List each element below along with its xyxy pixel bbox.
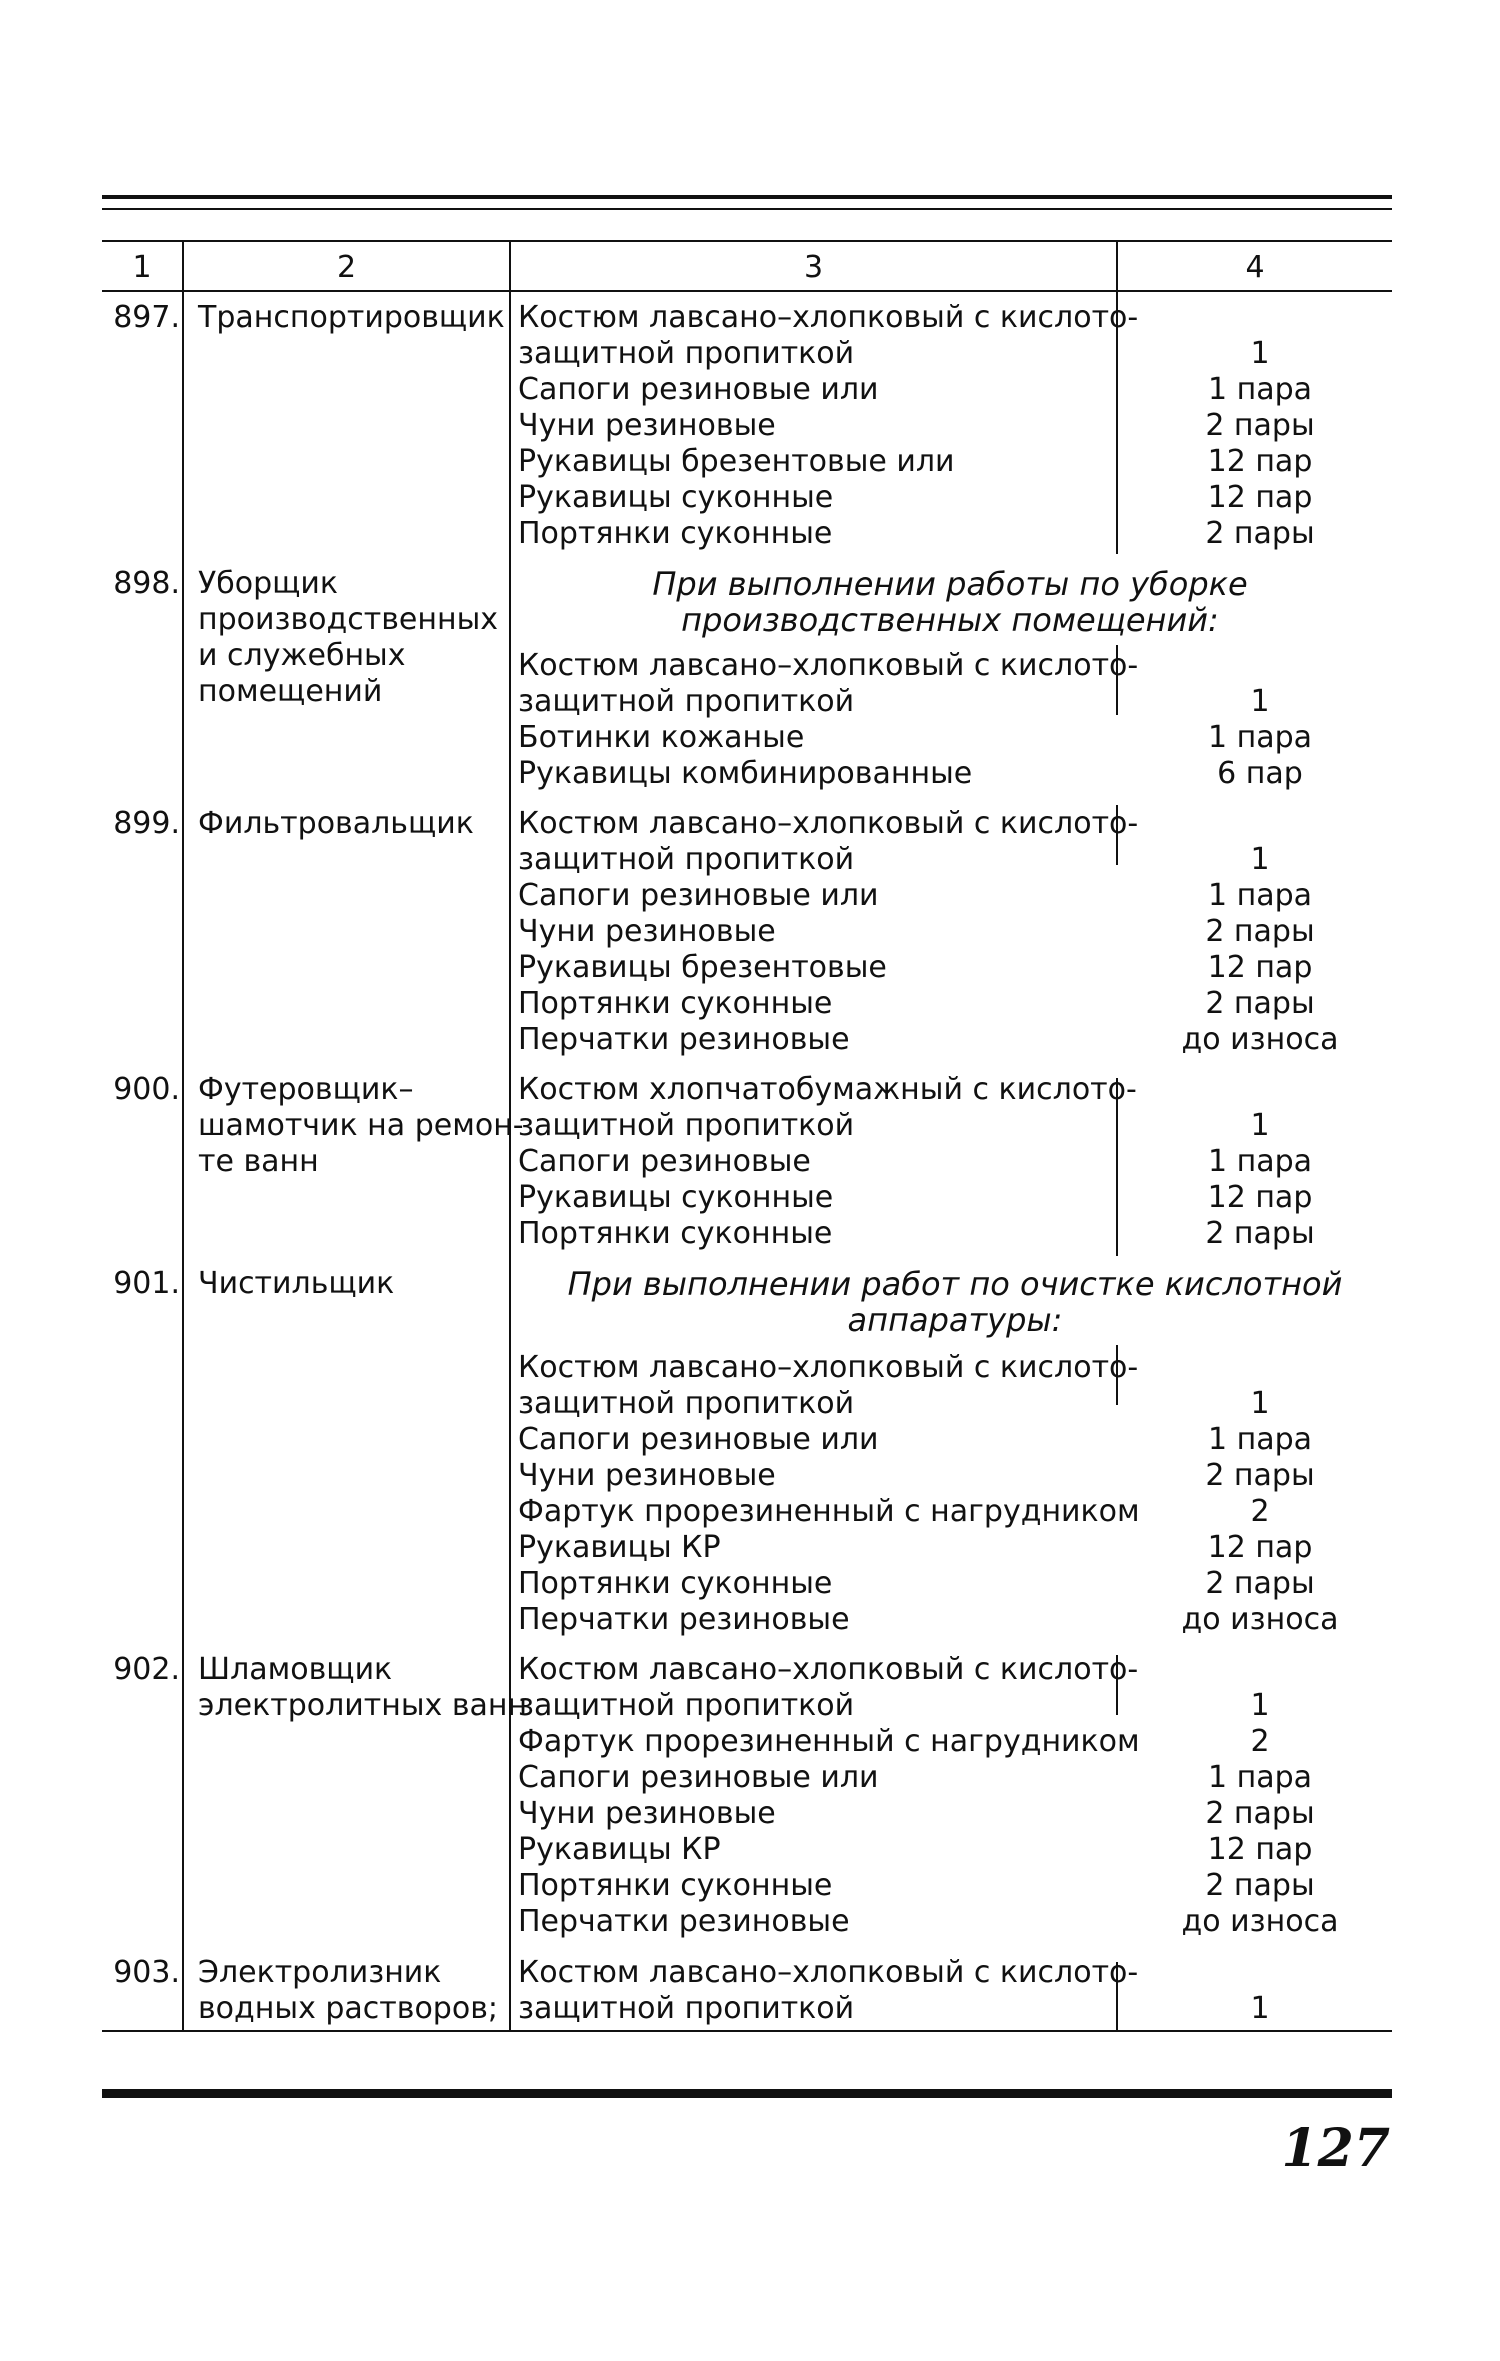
table-bottom-line	[102, 2030, 1392, 2032]
item-text: Рукавицы КР	[518, 1530, 721, 1565]
item-text: Ботинки кожаные	[518, 720, 805, 755]
item-qty: 2	[1250, 1494, 1270, 1529]
item-qty: 1 пара	[1207, 1144, 1313, 1179]
item-qty: 12 пар	[1207, 950, 1313, 985]
entry-title: Чистильщик	[198, 1266, 395, 1301]
item-qty: 1	[1250, 1386, 1270, 1421]
item-qty: 6 пар	[1217, 756, 1303, 791]
item-text: защитной пропиткой	[518, 1688, 855, 1723]
item-text: Костюм лавсано–хлопковый с кислото-	[518, 1652, 1139, 1687]
item-text: Фартук прорезиненный с нагрудником	[518, 1494, 1140, 1529]
item-text: Сапоги резиновые или	[518, 1422, 879, 1457]
item-text: Рукавицы суконные	[518, 1180, 834, 1215]
item-text: Портянки суконные	[518, 516, 833, 551]
item-qty: 12 пар	[1207, 1530, 1313, 1565]
item-qty: 2 пары	[1205, 1796, 1315, 1831]
header-top-line	[102, 240, 1392, 242]
item-qty: 1	[1250, 1108, 1270, 1143]
col4-line-header	[1116, 240, 1118, 292]
page-number: 127	[1281, 2118, 1390, 2179]
item-text: Костюм лавсано–хлопковый с кислото-	[518, 1955, 1139, 1990]
item-text: Костюм лавсано–хлопковый с кислото-	[518, 300, 1139, 335]
item-text: Рукавицы брезентовые или	[518, 444, 955, 479]
top-rule-thin	[102, 208, 1392, 210]
item-text: защитной пропиткой	[518, 684, 855, 719]
item-qty: 1	[1250, 684, 1270, 719]
item-qty: 1	[1250, 1688, 1270, 1723]
item-text: защитной пропиткой	[518, 842, 855, 877]
item-text: Рукавицы суконные	[518, 480, 834, 515]
entry-title: Фильтровальщик	[198, 806, 474, 841]
item-text: Чуни резиновые	[518, 1458, 776, 1493]
header-col-1: 1	[132, 250, 152, 285]
item-text: Портянки суконные	[518, 1216, 833, 1251]
item-qty: 1	[1250, 336, 1270, 371]
item-text: Рукавицы КР	[518, 1832, 721, 1867]
item-text: Портянки суконные	[518, 1868, 833, 1903]
item-text: Сапоги резиновые или	[518, 1760, 879, 1795]
item-qty: 1	[1250, 842, 1270, 877]
entry-title: Футеровщик–	[198, 1072, 414, 1107]
item-text: Сапоги резиновые	[518, 1144, 811, 1179]
item-text: защитной пропиткой	[518, 1108, 855, 1143]
item-text: Чуни резиновые	[518, 1796, 776, 1831]
entry-number: 901.	[113, 1266, 180, 1301]
item-text: защитной пропиткой	[518, 336, 855, 371]
item-text: Перчатки резиновые	[518, 1602, 850, 1637]
entry-title: Электролизник	[198, 1955, 442, 1990]
item-qty: 12 пар	[1207, 1832, 1313, 1867]
item-qty: 2 пары	[1205, 516, 1315, 551]
entry-title: Уборщик	[198, 566, 339, 601]
item-text: Портянки суконные	[518, 986, 833, 1021]
item-qty: 2 пары	[1205, 914, 1315, 949]
item-text: защитной пропиткой	[518, 1991, 855, 2026]
header-col-3: 3	[803, 250, 824, 285]
item-text: Портянки суконные	[518, 1566, 833, 1601]
entry-number: 900.	[113, 1072, 180, 1107]
entry-title: и служебных	[198, 638, 406, 673]
item-qty: 12 пар	[1207, 1180, 1313, 1215]
entry-note: При выполнении работ по очистке кислотной	[567, 1265, 1343, 1303]
item-qty: до износа	[1181, 1602, 1339, 1637]
item-qty: 2 пары	[1205, 1216, 1315, 1251]
entry-number: 897.	[113, 300, 180, 335]
entry-title: водных растворов;	[198, 1991, 498, 2026]
entry-title: помещений	[198, 674, 383, 709]
item-qty: 2	[1250, 1724, 1270, 1759]
top-rule-thick	[102, 195, 1392, 199]
entry-note: аппаратуры:	[847, 1301, 1063, 1339]
col-separator-1	[182, 240, 184, 2030]
item-text: Чуни резиновые	[518, 914, 776, 949]
bottom-rule-thick	[102, 2089, 1392, 2098]
item-qty: 1	[1250, 1991, 1270, 2026]
item-qty: 2 пары	[1205, 1458, 1315, 1493]
item-text: Чуни резиновые	[518, 408, 776, 443]
item-text: Сапоги резиновые или	[518, 372, 879, 407]
entry-number: 903.	[113, 1955, 180, 1990]
header-col-4: 4	[1245, 250, 1265, 285]
entry-number: 902.	[113, 1652, 180, 1687]
entry-title: производственных	[198, 602, 499, 637]
item-text: Фартук прорезиненный с нагрудником	[518, 1724, 1140, 1759]
entry-number: 899.	[113, 806, 180, 841]
item-qty: 1 пара	[1207, 1422, 1313, 1457]
entry-title: Транспортировщик	[198, 300, 505, 335]
entry-note: производственных помещений:	[681, 601, 1219, 639]
item-qty: 1 пара	[1207, 1760, 1313, 1795]
item-qty: 2 пары	[1205, 408, 1315, 443]
item-text: Костюм лавсано–хлопковый с кислото-	[518, 1350, 1139, 1385]
item-qty: 1 пара	[1207, 720, 1313, 755]
item-qty: 12 пар	[1207, 480, 1313, 515]
entry-title: шамотчик на ремон-	[198, 1108, 524, 1143]
header-bottom-line	[102, 290, 1392, 292]
item-qty: 12 пар	[1207, 444, 1313, 479]
item-text: Перчатки резиновые	[518, 1904, 850, 1939]
item-qty: 1 пара	[1207, 878, 1313, 913]
item-text: Костюм лавсано–хлопковый с кислото-	[518, 648, 1139, 683]
entry-note: При выполнении работы по уборке	[652, 565, 1248, 603]
entry-title: те ванн	[198, 1144, 319, 1179]
item-text: Перчатки резиновые	[518, 1022, 850, 1057]
item-text: защитной пропиткой	[518, 1386, 855, 1421]
item-qty: 2 пары	[1205, 1868, 1315, 1903]
entry-title: электролитных ванн	[198, 1688, 528, 1723]
item-qty: до износа	[1181, 1022, 1339, 1057]
item-qty: 2 пары	[1205, 986, 1315, 1021]
item-text: Костюм хлопчатобумажный с кислото-	[518, 1072, 1137, 1107]
item-text: Рукавицы брезентовые	[518, 950, 887, 985]
item-qty: 2 пары	[1205, 1566, 1315, 1601]
item-text: Сапоги резиновые или	[518, 878, 879, 913]
item-text: Рукавицы комбинированные	[518, 756, 973, 791]
item-text: Костюм лавсано–хлопковый с кислото-	[518, 806, 1139, 841]
item-qty: до износа	[1181, 1904, 1339, 1939]
entry-number: 898.	[113, 566, 180, 601]
entry-title: Шламовщик	[198, 1652, 393, 1687]
header-col-2: 2	[336, 250, 357, 285]
item-qty: 1 пара	[1207, 372, 1313, 407]
